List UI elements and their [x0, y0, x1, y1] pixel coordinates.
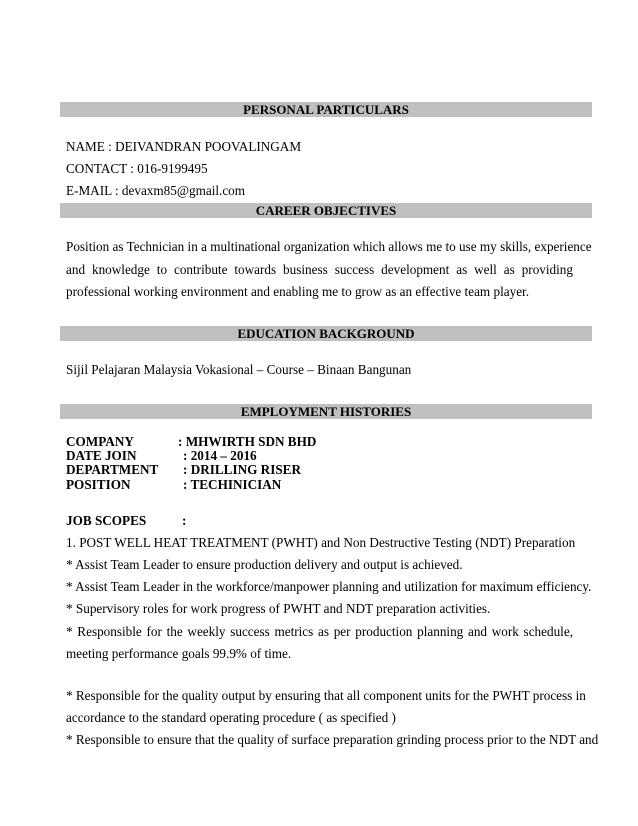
- name-line: NAME : DEIVANDRAN POOVALINGAM: [66, 139, 302, 154]
- scope-bullet-6: * Responsible to ensure that the quality of surface preparation grinding process prior to the NDT and: [66, 732, 599, 747]
- education-background-heading: EDUCATION BACKGROUND: [60, 326, 592, 341]
- scope-bullet-4-continued: meeting performance goals 99.9% of time.: [66, 646, 292, 661]
- contact-line: CONTACT : 016-9199495: [66, 161, 208, 176]
- scope-bullet-2: * Assist Team Leader in the workforce/manpower planning and utilization for maximum efficiency.: [66, 579, 592, 594]
- date-join-label: DATE JOIN: [66, 448, 137, 463]
- career-objective-line-1: Position as Technician in a multinational organization which allows me to use my skills, experience: [66, 239, 592, 254]
- career-objective-line-2: and knowledge to contribute towards business success development as well as providing: [66, 262, 573, 277]
- job-scopes-colon: :: [182, 513, 187, 528]
- scope-title: 1. POST WELL HEAT TREATMENT (PWHT) and Non Destructive Testing (NDT) Preparation: [66, 535, 576, 550]
- scope-bullet-3: * Supervisory roles for work progress of PWHT and NDT preparation activities.: [66, 601, 491, 616]
- personal-particulars-heading: PERSONAL PARTICULARS: [60, 102, 592, 117]
- career-objectives-heading: CAREER OBJECTIVES: [60, 203, 592, 218]
- employment-histories-heading: EMPLOYMENT HISTORIES: [60, 404, 592, 419]
- scope-bullet-5: * Responsible for the quality output by ensuring that all component units for the PWHT process in: [66, 688, 586, 703]
- education-entry: Sijil Pelajaran Malaysia Vokasional – Course – Binaan Bangunan: [66, 362, 412, 377]
- position-value: : TECHINICIAN: [183, 477, 282, 492]
- department-value: : DRILLING RISER: [183, 462, 301, 477]
- company-value: : MHWIRTH SDN BHD: [178, 434, 317, 449]
- career-objective-line-3: professional working environment and enabling me to grow as an effective team player.: [66, 284, 530, 299]
- scope-bullet-1: * Assist Team Leader to ensure production delivery and output is achieved.: [66, 557, 463, 572]
- position-label: POSITION: [66, 477, 131, 492]
- date-join-value: : 2014 – 2016: [183, 448, 257, 463]
- department-label: DEPARTMENT: [66, 462, 159, 477]
- job-scopes-label: JOB SCOPES: [66, 513, 147, 528]
- scope-bullet-4: * Responsible for the weekly success metrics as per production planning and work schedule,: [66, 624, 573, 639]
- company-label: COMPANY: [66, 434, 134, 449]
- email-line: E-MAIL : devaxm85@gmail.com: [66, 183, 246, 198]
- scope-bullet-5-continued: accordance to the standard operating procedure ( as specified ): [66, 710, 396, 725]
